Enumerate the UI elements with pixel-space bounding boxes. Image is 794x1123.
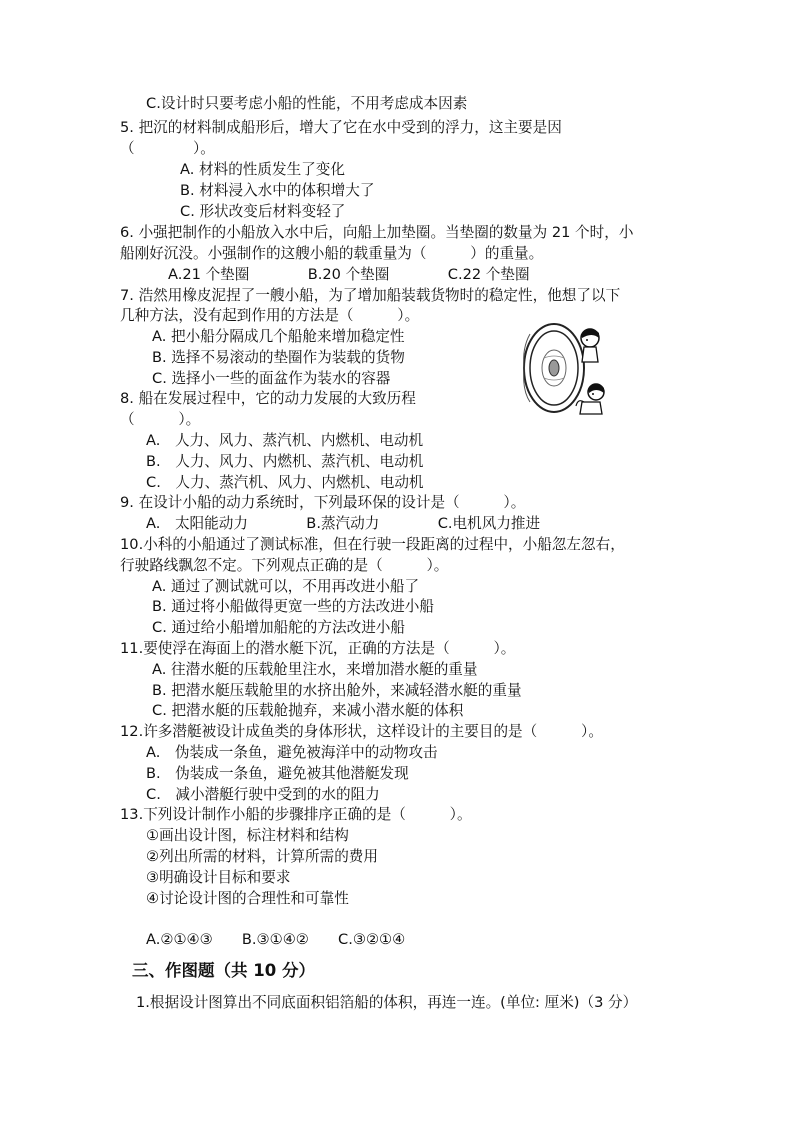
q5-blank: （ ）。 (120, 140, 215, 157)
q10-option-c: C. 通过给小船增加船舵的方法改进小船 (152, 619, 405, 636)
q11-option-c: C. 把潜水艇的压载舱抛弃，来减小潜水艇的体积 (152, 702, 464, 719)
q5-option-a: A. 材料的性质发生了变化 (180, 161, 345, 178)
q11-option-a: A. 往潜水艇的压载舱里注水，来增加潜水艇的重量 (152, 661, 478, 678)
q9-stem: 9. 在设计小船的动力系统时，下列最环保的设计是（ ）。 (120, 494, 526, 511)
q13-step-2: ②列出所需的材料，计算所需的费用 (146, 848, 378, 865)
q6-options: A.21 个垫圈 B.20 个垫圈 C.22 个垫圈 (168, 266, 530, 283)
q6-stem: 6. 小强把制作的小船放入水中后，向船上加垫圈。当垫圈的数量为 21 个时，小 (120, 224, 634, 241)
q12-stem: 12.许多潜艇被设计成鱼类的身体形状，这样设计的主要目的是（ ）。 (120, 723, 603, 740)
q13-step-1: ①画出设计图，标注材料和结构 (146, 827, 349, 844)
q13-stem: 13.下列设计制作小船的步骤排序正确的是（ ）。 (120, 806, 472, 823)
q5-option-c: C. 形状改变后材料变轻了 (180, 203, 346, 220)
q13-options: A.②①④③ B.③①④② C.③②①④ (146, 931, 406, 948)
basin-and-children-illustration (516, 318, 606, 416)
q5-stem: 5. 把沉的材料制成船形后，增大了它在水中受到的浮力，这主要是因 (120, 119, 562, 136)
q7-option-b: B. 选择不易滚动的垫圈作为装载的货物 (152, 349, 405, 366)
q8-option-b: B. 人力、风力、内燃机、蒸汽机、电动机 (146, 453, 424, 470)
q8-stem: 8. 船在发展过程中，它的动力发展的大致历程 (120, 390, 416, 407)
q10-option-b: B. 通过将小船做得更宽一些的方法改进小船 (152, 598, 434, 615)
q4-option-c: C.设计时只要考虑小船的性能，不用考虑成本因素 (146, 95, 468, 112)
q10-stem: 10.小科的小船通过了测试标准，但在行驶一段距离的过程中，小船忽左忽右， (120, 536, 625, 553)
q9-options: A. 太阳能动力 B.蒸汽动力 C.电机风力推进 (146, 515, 541, 532)
q10-option-a: A. 通过了测试就可以，不用再改进小船了 (152, 578, 420, 595)
q12-option-c: C. 减小潜艇行驶中受到的水的阻力 (146, 786, 380, 803)
q11-stem: 11.要使浮在海面上的潜水艇下沉，正确的方法是（ ）。 (120, 640, 516, 657)
q8-option-c: C. 人力、蒸汽机、风力、内燃机、电动机 (146, 474, 424, 491)
q8-blank: （ ）。 (120, 411, 201, 428)
q13-step-3: ③明确设计目标和要求 (146, 869, 291, 886)
q10-stem-cont: 行驶路线飘忽不定。下列观点正确的是（ ）。 (120, 557, 449, 574)
drawing-q1-stem: 1.根据设计图算出不同底面积铝箔船的体积，再连一连。(单位: 厘米)（3 分） (136, 994, 638, 1011)
q12-option-b: B. 伪装成一条鱼，避免被其他潜艇发现 (146, 765, 409, 782)
q12-option-a: A. 伪装成一条鱼，避免被海洋中的动物攻击 (146, 744, 438, 761)
q6-stem-cont: 船刚好沉没。小强制作的这艘小船的载重量为（ ）的重量。 (120, 245, 544, 262)
q13-step-4: ④讨论设计图的合理性和可靠性 (146, 890, 349, 907)
q7-option-a: A. 把小船分隔成几个船舱来增加稳定性 (152, 328, 405, 345)
q8-option-a: A. 人力、风力、蒸汽机、内燃机、电动机 (146, 432, 424, 449)
q7-stem-cont: 几种方法，没有起到作用的方法是（ ）。 (120, 307, 420, 324)
section-3-heading: 三、作图题（共 10 分） (132, 961, 315, 980)
q7-option-c: C. 选择小一些的面盆作为装水的容器 (152, 370, 391, 387)
q5-option-b: B. 材料浸入水中的体积增大了 (180, 182, 375, 199)
q11-option-b: B. 把潜水艇压载舱里的水挤出舱外，来减轻潜水艇的重量 (152, 682, 522, 699)
q7-stem: 7. 浩然用橡皮泥捏了一艘小船，为了增加船装载货物时的稳定性，他想了以下 (120, 287, 621, 304)
